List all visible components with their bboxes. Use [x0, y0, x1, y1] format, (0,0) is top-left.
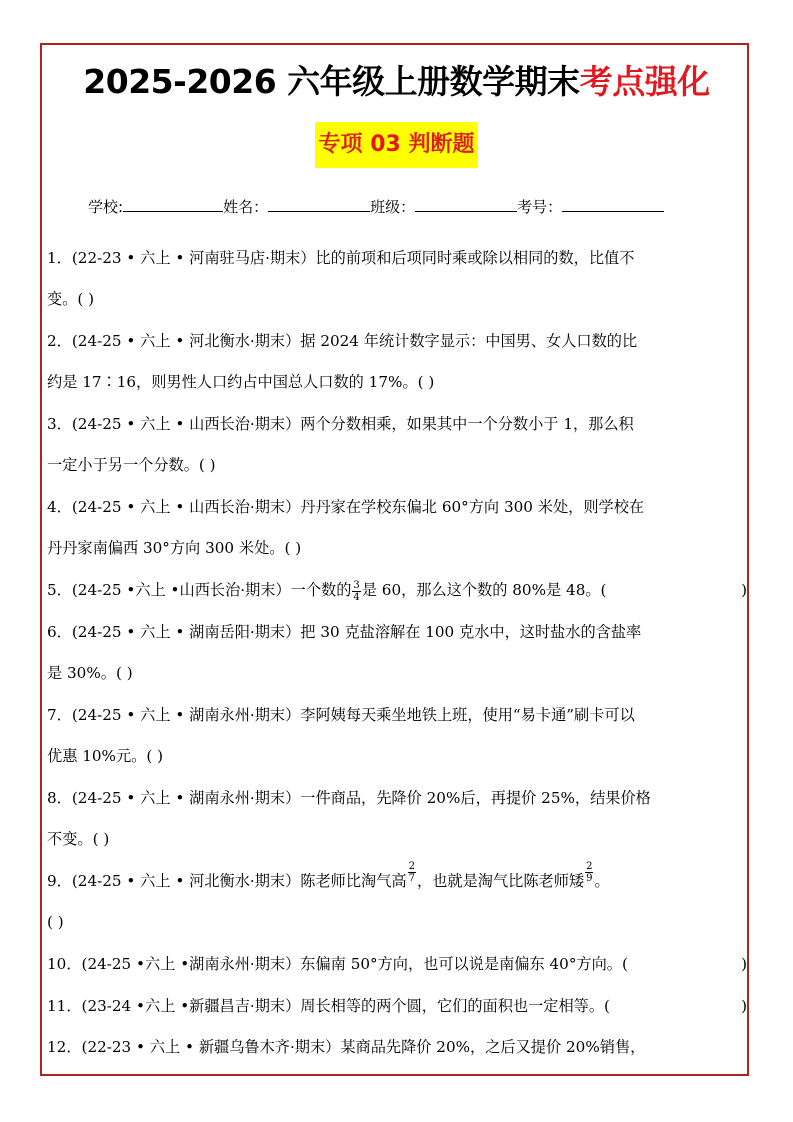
fraction-numerator: 2	[586, 861, 593, 872]
question-4-line-1: 4．(24-25 • 六上 • 山西长治·期末）丹丹家在学校东偏北 60°方向 300 米处，则学校在	[47, 498, 645, 516]
question-3-line-1: 3．(24-25 • 六上 • 山西长治·期末）两个分数相乘，如果其中一个分数小于 1，那么积	[47, 415, 634, 433]
question-7	[47, 695, 747, 777]
question-9-text-c: 。	[594, 872, 610, 890]
question-9-text-a: 9．(24-25 • 六上 • 河北衡水·期末）陈老师比淘气高	[47, 872, 407, 890]
question-2-line-2: 约是 17∶16，则男性人口约占中国总人口数的 17%。( )	[47, 373, 435, 391]
question-5-text-a: 5．(24-25 •六上 •山西长治·期末）一个数的	[47, 581, 352, 599]
fraction-denominator: 9	[586, 873, 593, 884]
fraction-numerator: 2	[408, 861, 415, 872]
question-5	[47, 570, 747, 611]
question-10-text: 10．(24-25 •六上 •湖南永州·期末）东偏南 50°方向，也可以说是南偏东 40°方向。(	[47, 955, 628, 973]
question-2-line-1: 2．(24-25 • 六上 • 河北衡水·期末）据 2024 年统计数字显示：中国男、女人口数的比	[47, 332, 638, 350]
name-blank[interactable]	[268, 195, 370, 212]
name-label: 姓名：	[223, 198, 269, 216]
school-label: 学校:	[88, 198, 124, 216]
question-12-line-1: 12．(22-23 • 六上 • 新疆乌鲁木齐·期末）某商品先降价 20%，之后又提价 20%销售，	[47, 1038, 646, 1056]
title-main: 2025-2026 六年级上册数学期末	[83, 62, 580, 101]
question-5-text-b: 是 60，那么这个数的 80%是 48。(	[361, 581, 607, 599]
question-3-line-2: 一定小于另一个分数。( )	[47, 456, 216, 474]
question-8	[47, 778, 747, 860]
question-10	[47, 944, 747, 985]
exam-no-label: 考号：	[517, 198, 563, 216]
question-4	[47, 487, 747, 569]
student-info-row	[88, 195, 664, 219]
question-9	[47, 861, 747, 943]
fraction-two-ninths	[585, 861, 593, 902]
question-9-text-b: ，也就是淘气比陈老师矮	[417, 872, 585, 890]
school-blank[interactable]	[123, 195, 223, 212]
question-6-line-1: 6．(24-25 • 六上 • 湖南岳阳·期末）把 30 克盐溶解在 100 克水中，这时盐水的含盐率	[47, 623, 642, 641]
fraction-three-quarters	[352, 580, 360, 603]
question-6	[47, 612, 747, 694]
question-4-line-2: 丹丹家南偏西 30°方向 300 米处。( )	[47, 539, 302, 557]
class-label: 班级：	[370, 198, 416, 216]
question-1	[47, 238, 747, 320]
question-12	[47, 1027, 747, 1068]
question-11-text: 11．(23-24 •六上 •新疆昌吉·期末）周长相等的两个圆，它们的面积也一定相等。(	[47, 997, 610, 1015]
question-6-line-2: 是 30%。( )	[47, 664, 133, 682]
question-3	[47, 404, 747, 486]
question-7-line-1: 7．(24-25 • 六上 • 湖南永州·期末）李阿姨每天乘坐地铁上班，使用“易卡通”刷卡可以	[47, 706, 635, 724]
page-title	[0, 60, 793, 104]
class-blank[interactable]	[415, 195, 517, 212]
question-7-line-2: 优惠 10%元。( )	[47, 747, 164, 765]
fraction-numerator: 3	[353, 579, 360, 591]
section-subtitle: 专项 03 判断题	[315, 122, 479, 168]
fraction-two-sevenths	[408, 861, 416, 902]
question-11	[47, 986, 747, 1027]
question-2	[47, 321, 747, 403]
question-8-line-1: 8．(24-25 • 六上 • 湖南永州·期末）一件商品，先降价 20%后，再提价 25%，结果价格	[47, 789, 651, 807]
fraction-denominator: 4	[353, 591, 360, 603]
answer-paren-close: )	[741, 955, 747, 973]
question-1-line-1: 1．(22-23 • 六上 • 河南驻马店·期末）比的前项和后项同时乘或除以相同的数，比值不	[47, 249, 635, 267]
question-8-line-2: 不变。( )	[47, 830, 110, 848]
answer-paren-close: )	[741, 997, 747, 1015]
fraction-denominator: 7	[408, 873, 415, 884]
answer-paren-close: )	[741, 581, 747, 599]
title-highlight: 考点强化	[579, 62, 710, 101]
exam-no-blank[interactable]	[562, 195, 664, 212]
question-1-line-2: 变。( )	[47, 290, 95, 308]
question-9-line-2: ( )	[47, 913, 64, 931]
